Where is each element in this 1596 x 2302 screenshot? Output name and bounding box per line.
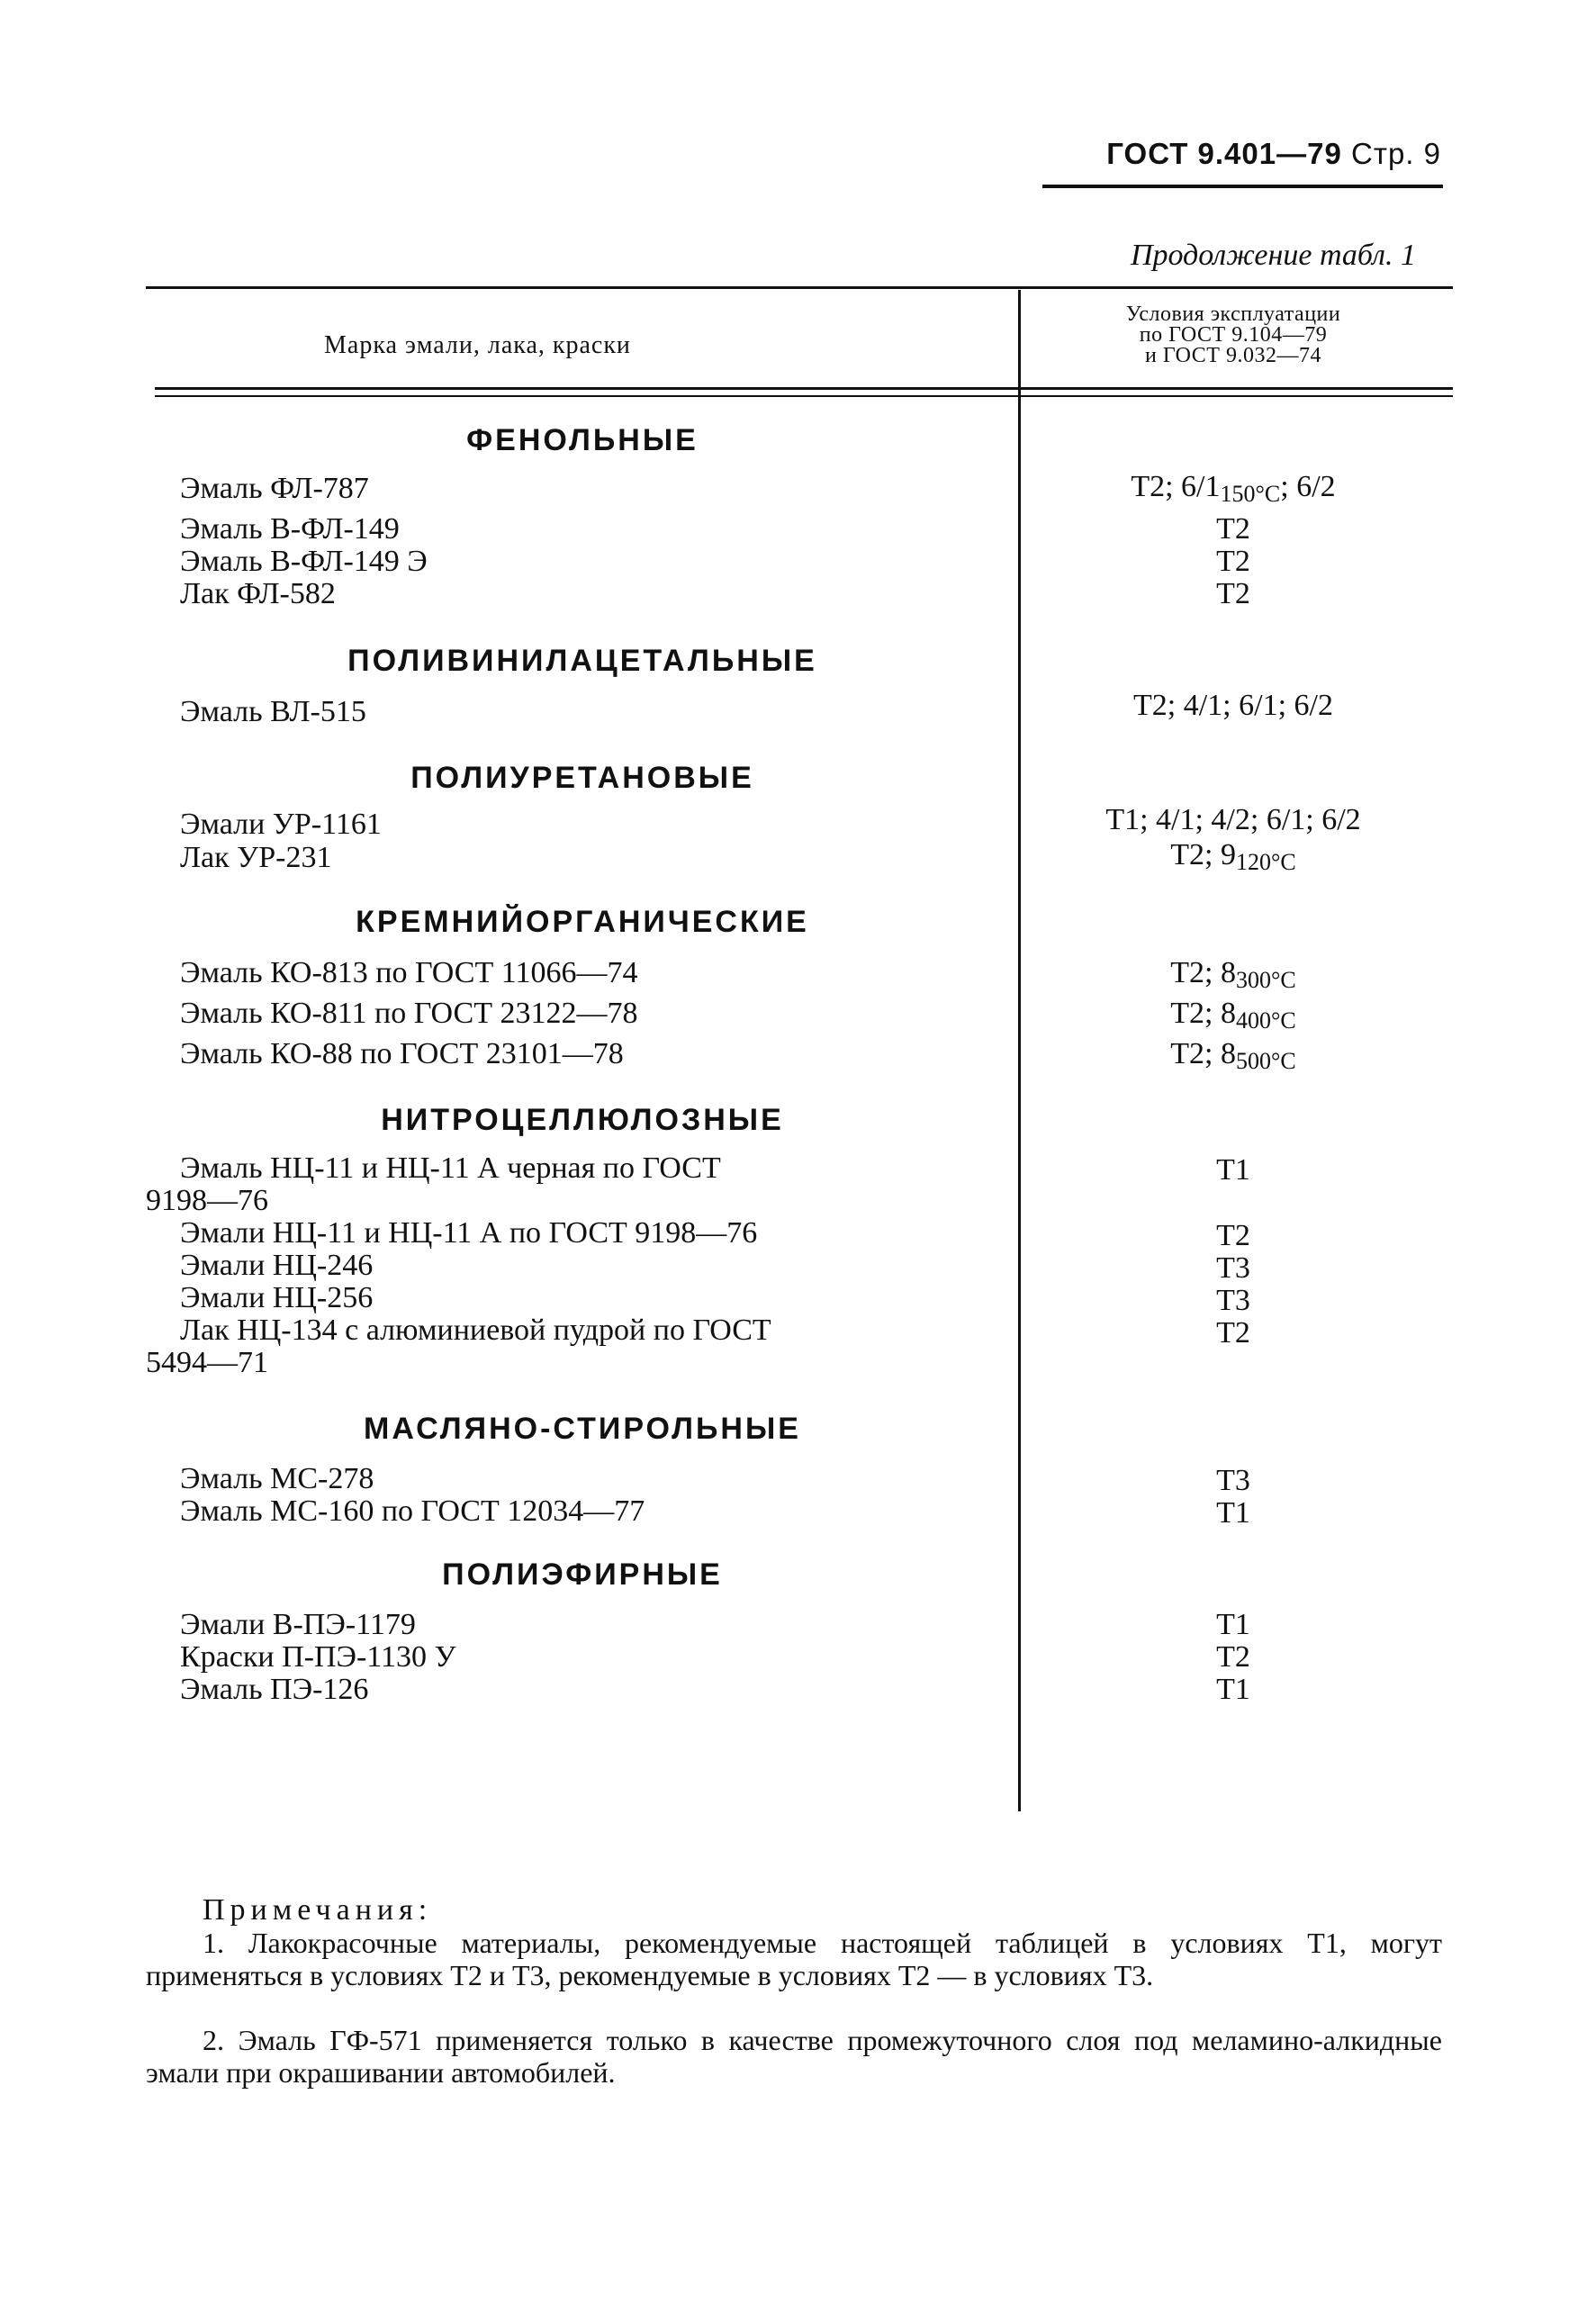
section-title: НИТРОЦЕЛЛЮЛОЗНЫЕ <box>381 1103 784 1137</box>
header-double-rule-top <box>155 387 1453 390</box>
material-name: Лак УР-231 <box>180 841 332 874</box>
table-top-rule <box>146 286 1453 289</box>
material-name: Эмаль ВЛ-515 <box>180 695 366 728</box>
conditions-value: Т1 <box>1216 1673 1250 1706</box>
material-name: Эмаль МС-160 по ГОСТ 12034—77 <box>180 1494 645 1528</box>
material-name-continuation: 9198—76 <box>146 1184 268 1217</box>
conditions-value: Т2; $6/1_{150^\circ С}$; 6/2 <box>1131 470 1336 507</box>
header-rule <box>1042 185 1443 188</box>
column-header-material: Марка эмали, лака, краски <box>324 331 631 359</box>
material-name: Эмаль В-ФЛ-149 <box>180 512 400 546</box>
material-name: Лак ФЛ-582 <box>180 577 336 610</box>
section-title: ПОЛИУРЕТАНОВЫЕ <box>410 761 754 795</box>
material-name: Эмаль МС-278 <box>180 1462 374 1495</box>
notes-title: Примечания: <box>203 1893 433 1927</box>
conditions-value: Т2 <box>1216 545 1250 578</box>
column-divider <box>1018 290 1021 1811</box>
material-name: Эмаль В-ФЛ-149 Э <box>180 545 428 578</box>
material-name-continuation: 5494—71 <box>146 1346 268 1379</box>
page-header <box>1106 137 1441 171</box>
material-name: Эмаль КО-813 по ГОСТ 11066—74 <box>180 956 638 989</box>
conditions-value: Т3 <box>1216 1251 1250 1285</box>
header-double-rule-bottom <box>155 395 1453 397</box>
section-title: ПОЛИВИНИЛАЦЕТАЛЬНЫЕ <box>347 644 817 678</box>
material-name: Эмали УР-1161 <box>180 808 382 841</box>
column-header-conditions-line: и ГОСТ 9.032—74 <box>1145 344 1321 367</box>
material-name: Лак НЦ-134 с алюминиевой пудрой по ГОСТ <box>180 1313 771 1347</box>
column-header-conditions-line: по ГОСТ 9.104—79 <box>1139 323 1328 347</box>
conditions-value: Т1; 4/1; 4/2; 6/1; 6/2 <box>1105 803 1361 836</box>
column-header-conditions-line: Условия эксплуатации <box>1125 302 1341 326</box>
material-name: Эмали НЦ-256 <box>180 1281 374 1314</box>
conditions-value: Т1 <box>1216 1496 1250 1530</box>
material-name: Эмаль КО-811 по ГОСТ 23122—78 <box>180 997 638 1030</box>
conditions-value: Т3 <box>1216 1284 1250 1317</box>
material-name: Эмали НЦ-246 <box>180 1249 374 1282</box>
section-title: МАСЛЯНО-СТИРОЛЬНЫЕ <box>364 1412 801 1446</box>
material-name: Эмаль ПЭ-126 <box>180 1673 369 1706</box>
conditions-value: Т2; $8_{300^\circ С}$ <box>1170 956 1296 993</box>
continuation-label: Продолжение табл. 1 <box>1130 239 1416 272</box>
conditions-value: Т2 <box>1216 1316 1250 1350</box>
section-title: КРЕМНИЙОРГАНИЧЕСКИЕ <box>356 905 809 939</box>
conditions-value: Т2; $8_{500^\circ С}$ <box>1170 1037 1296 1074</box>
conditions-value: Т2 <box>1216 1219 1250 1252</box>
material-name: Эмаль КО-88 по ГОСТ 23101—78 <box>180 1037 624 1070</box>
section-title: ФЕНОЛЬНЫЕ <box>466 423 699 457</box>
note-item: 1. Лакокрасочные материалы, рекомендуемые настоящей таблицей в условиях Т1, могут применяться в условиях Т2 и Т3, рекомендуемые в условиях Т2 — в условиях Т3. <box>146 1927 1442 1991</box>
conditions-value: Т1 <box>1216 1608 1250 1641</box>
conditions-value: Т2; $9_{120^\circ С}$ <box>1170 838 1296 875</box>
conditions-value: Т2; 4/1; 6/1; 6/2 <box>1133 689 1333 722</box>
material-name: Эмали В-ПЭ-1179 <box>180 1608 416 1641</box>
standard-number: ГОСТ 9.401—79 <box>1106 137 1342 170</box>
material-name: Эмали НЦ-11 и НЦ-11 А по ГОСТ 9198—76 <box>180 1216 758 1250</box>
column-header-conditions <box>1026 304 1440 366</box>
conditions-value: Т2; $8_{400^\circ С}$ <box>1170 997 1296 1034</box>
page-number: Стр. 9 <box>1351 137 1441 170</box>
conditions-value: Т2 <box>1216 512 1250 546</box>
material-name: Краски П-ПЭ-1130 У <box>180 1640 456 1674</box>
conditions-value: Т2 <box>1216 1640 1250 1674</box>
note-item: 2. Эмаль ГФ-571 применяется только в качестве промежуточного слоя под меламино-алкидные эмали при окрашивании автомобилей. <box>146 2024 1442 2089</box>
conditions-value: Т1 <box>1216 1153 1250 1187</box>
conditions-value: Т2 <box>1216 577 1250 610</box>
material-name: Эмаль НЦ-11 и НЦ-11 А черная по ГОСТ <box>180 1151 721 1185</box>
material-name: Эмаль ФЛ-787 <box>180 472 369 505</box>
conditions-value: Т3 <box>1216 1464 1250 1497</box>
section-title: ПОЛИЭФИРНЫЕ <box>442 1557 723 1592</box>
